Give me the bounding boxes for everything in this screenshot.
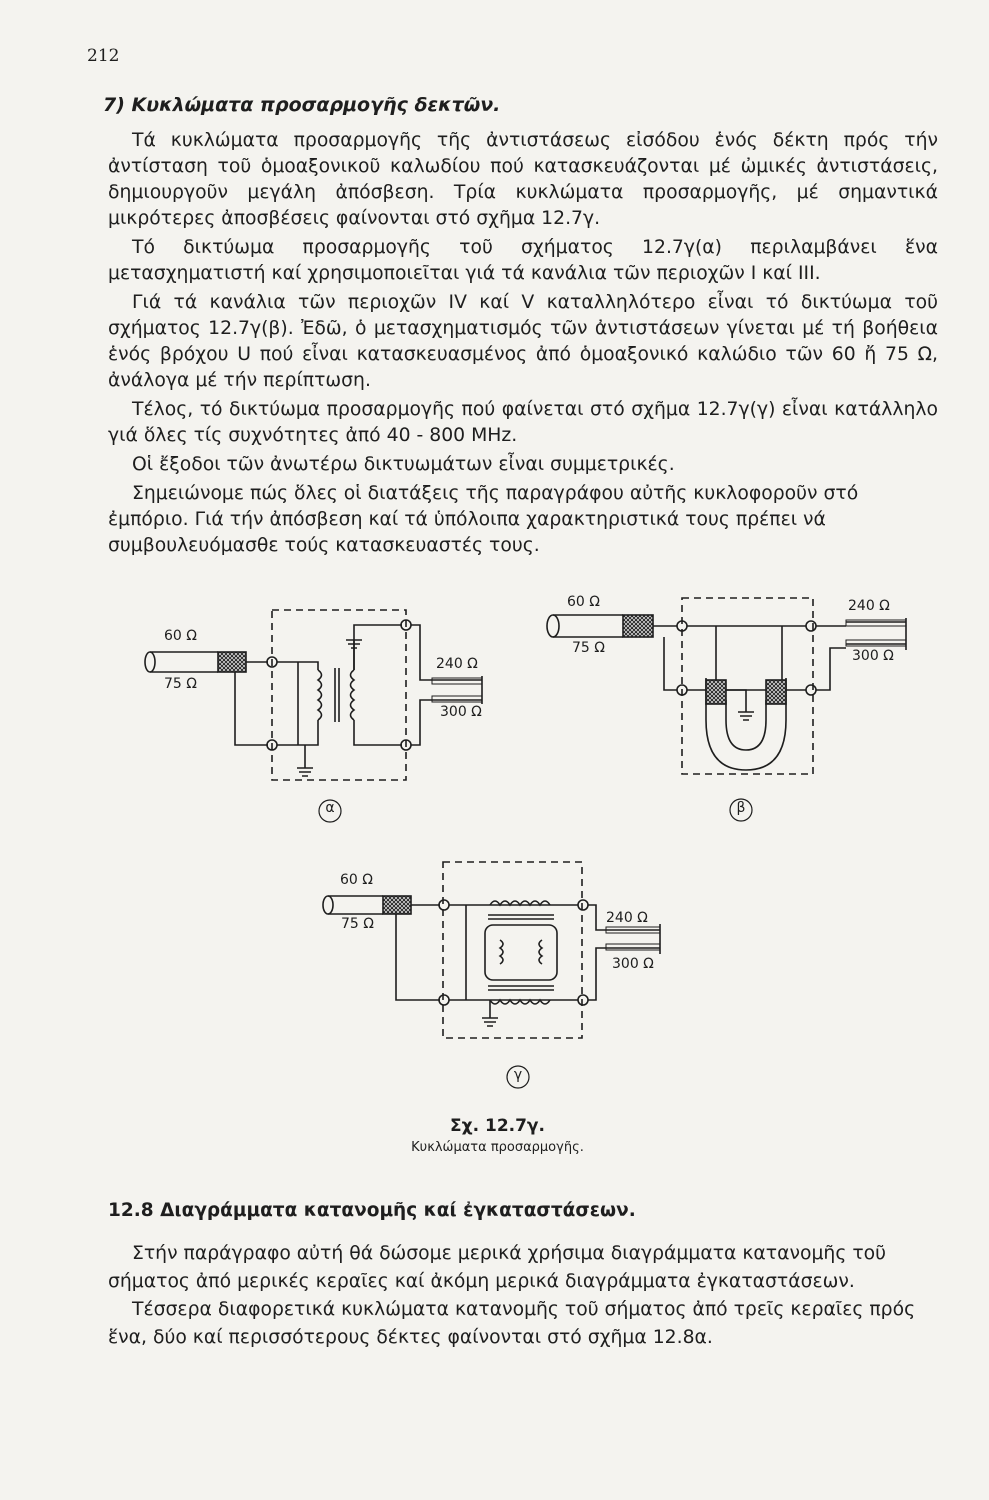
figure-title: Κυκλώματα προσαρμογῆς. xyxy=(411,1140,584,1155)
label-240-ohm-c: 240 Ω xyxy=(606,910,648,926)
label-300-ohm-a: 300 Ω xyxy=(440,704,482,720)
circuit-c xyxy=(323,862,660,1088)
label-75-ohm-c: 75 Ω xyxy=(341,916,374,932)
label-240-ohm-a: 240 Ω xyxy=(436,656,478,672)
page-number: 212 xyxy=(87,46,120,66)
label-240-ohm-b: 240 Ω xyxy=(848,598,890,614)
label-75-ohm-a: 75 Ω xyxy=(164,676,197,692)
circuit-b xyxy=(547,598,906,821)
section-2-body xyxy=(108,1240,938,1352)
sub-figure-tag-b: β xyxy=(736,800,746,816)
sub-figure-tag-c: γ xyxy=(513,1067,523,1083)
label-300-ohm-c: 300 Ω xyxy=(612,956,654,972)
paragraph: Γιά τά κανάλια τῶν περιοχῶν IV καί V καταλληλότερο εἶναι τό δικτύωμα τοῦ σχήματος 12.7γ(β). Ἐδῶ, ὁ μετασχηματισμός τῶν ἀντιστάσεων γίνεται μέ τή βοήθεια ἑνός βρόχου U πού εἶναι κατασκευασμένος ἀπό ὁμοαξονικό καλώδιο τῶν 60 ἤ 75 Ω, ἀνάλογα μέ τήν περίπτωση. xyxy=(108,292,938,391)
sub-figure-tag-a: α xyxy=(325,800,335,816)
paragraph: Σημειώνομε πώς ὅλες οἱ διατάξεις τῆς παραγράφου αὐτῆς κυκλοφοροῦν στό ἐμπόριο. Γιά τήν ἀπόσβεση καί τά ὑπόλοιπα χαρακτηριστικά τους πρέπει νά συμβουλευόμασθε τούς κατασκευαστές τους. xyxy=(108,483,859,556)
paragraph: Τέσσερα διαφορετικά κυκλώματα κατανομῆς τοῦ σήματος ἀπό τρεῖς κεραῖες πρός ἕνα, δύο καί περισσότερους δέκτες φαίνονται στό σχῆμα 12.8α. xyxy=(108,1299,916,1348)
label-60-ohm-c: 60 Ω xyxy=(340,872,373,888)
label-60-ohm-b: 60 Ω xyxy=(567,594,600,610)
label-300-ohm-b: 300 Ω xyxy=(852,648,894,664)
figure-number: Σχ. 12.7γ. xyxy=(450,1116,545,1136)
paragraph: Τό δικτύωμα προσαρμογῆς τοῦ σχήματος 12.7γ(α) περιλαμβάνει ἕνα μετασχηματιστή καί χρησιμοποιεῖται γιά τά κανάλια τῶν περιοχῶν I καί III. xyxy=(108,237,938,284)
label-75-ohm-b: 75 Ω xyxy=(572,640,605,656)
paragraph: Στήν παράγραφο αὐτή θά δώσομε μερικά χρήσιμα διαγράμματα κατανομῆς τοῦ σήματος ἀπό μερικές κεραῖες καί ἀκόμη μερικά διαγράμματα ἐγκαταστάσεων. xyxy=(108,1243,886,1292)
label-60-ohm-a: 60 Ω xyxy=(164,628,197,644)
section-2-heading: 12.8 Διαγράμματα κατανομῆς καί ἐγκαταστάσεων. xyxy=(108,1200,636,1221)
paragraph: Τά κυκλώματα προσαρμογῆς τῆς ἀντιστάσεως εἰσόδου ἑνός δέκτη πρός τήν ἀντίσταση τοῦ ὁμοαξονικοῦ καλωδίου πού κατασκευάζονται μέ ὠμικές ἀντιστάσεις, δημιουργοῦν μεγάλη ἀπόσβεση. Τρία κυκλώματα προσαρμογῆς, μέ σημαντικά μικρότερες ἀποσβέσεις φαίνονται στό σχῆμα 12.7γ. xyxy=(108,130,938,229)
section-heading: 7) Κυκλώματα προσαρμογῆς δεκτῶν. xyxy=(103,94,501,116)
paragraph: Τέλος, τό δικτύωμα προσαρμογῆς πού φαίνεται στό σχῆμα 12.7γ(γ) εἶναι κατάλληλο γιά ὅλες τίς συχνότητες ἀπό 40 - 800 MHz. xyxy=(108,399,938,446)
paragraph: Οἱ ἔξοδοι τῶν ἀνωτέρω δικτυωμάτων εἶναι συμμετρικές. xyxy=(132,454,675,475)
